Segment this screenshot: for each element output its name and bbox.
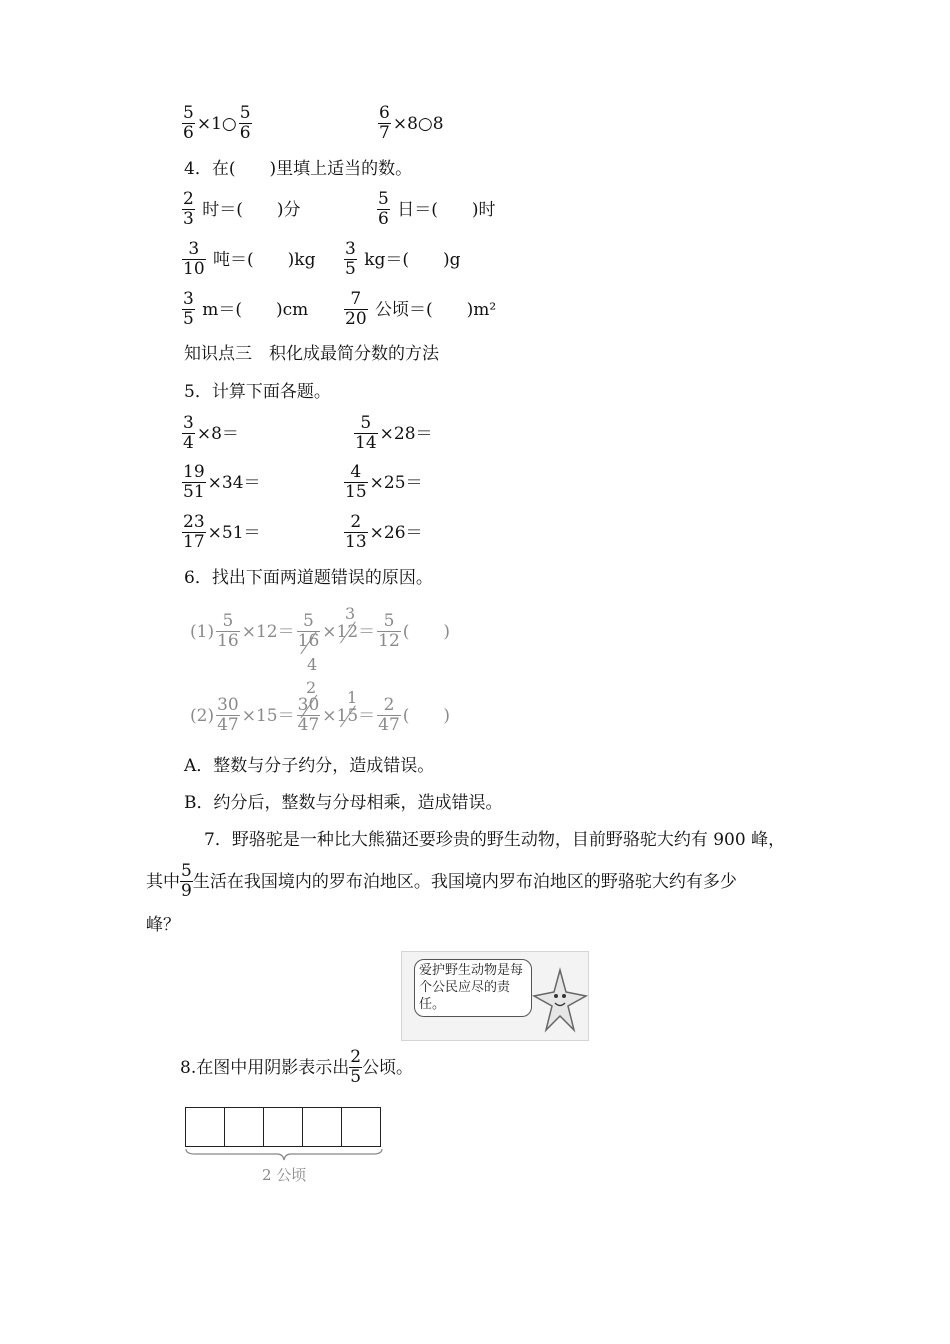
q4-item-6: $\frac{7}{20}$ 公顷＝( )m²: [345, 289, 497, 329]
speech-bubble: 爱护野生动物是每个公民应尽的责任。: [414, 959, 532, 1017]
q4-item-2: $\frac{5}{6}$ 日＝( )时: [378, 189, 496, 229]
q6-problem-2: (2) $\frac{30}{47}$ ×15＝ $\frac{30}{47}$ ×15＝ $\frac{2}{47}$ ( ): [190, 695, 451, 735]
hectare-bar: [185, 1107, 381, 1147]
q6-p2-cancel-top-2: 1: [347, 688, 358, 707]
q6-p2-cancel-top: 2: [306, 678, 317, 697]
q6-title: 6．找出下面两道题错误的原因。: [184, 568, 433, 588]
q5-item-2: $\frac{5}{14}$ ×28＝: [355, 413, 433, 453]
q4-item-4: $\frac{3}{5}$ kg＝( )g: [345, 239, 461, 279]
q6-problem-1: (1) $\frac{5}{16}$ ×12＝ $\frac{5}{16}$ ×12＝ $\frac{5}{12}$ ( ): [190, 611, 451, 651]
bar-cell[interactable]: [186, 1108, 225, 1146]
brace-icon: [185, 1148, 383, 1162]
compare-item-a: $\frac{5}{6}$ ×1○ $\frac{5}{6}$: [183, 103, 251, 143]
bar-cell[interactable]: [264, 1108, 303, 1146]
bar-cell[interactable]: [303, 1108, 342, 1146]
section-heading: 知识点三 积化成最简分数的方法: [184, 344, 439, 364]
bar-cell[interactable]: [342, 1108, 380, 1146]
star-mascot-icon: [530, 966, 590, 1036]
q5-title: 5．计算下面各题。: [184, 382, 331, 402]
q4-item-5: $\frac{3}{5}$ m＝( )cm: [183, 289, 309, 329]
q4-title: 4．在( )里填上适当的数。: [184, 159, 413, 179]
q6-p1-cancel-bottom: 4: [307, 655, 318, 674]
q8-title: 8.在图中用阴影表示出 $\frac{2}{5}$ 公顷。: [180, 1047, 414, 1087]
q7-line-3: 峰？: [146, 915, 180, 935]
q6-option-a: A．整数与分子约分，造成错误。: [184, 756, 435, 776]
compare-item-b: $\frac{6}{7}$ ×8○8: [379, 103, 444, 143]
q7-line-2: 其中 $\frac{5}{9}$ 生活在我国境内的罗布泊地区。我国境内罗布泊地区的野骆驼大约有多少: [146, 861, 737, 901]
cartoon-illustration: [401, 951, 589, 1041]
q5-item-3: $\frac{19}{51}$ ×34＝: [183, 462, 261, 502]
bar-caption: 2 公顷: [262, 1166, 307, 1184]
q5-item-5: $\frac{23}{17}$ ×51＝: [183, 512, 261, 552]
q5-item-1: $\frac{3}{4}$ ×8＝: [183, 413, 239, 453]
q7-line-1: 7．野骆驼是一种比大熊猫还要珍贵的野生动物，目前野骆驼大约有 900 峰，: [204, 830, 786, 850]
q5-item-6: $\frac{2}{13}$ ×26＝: [345, 512, 423, 552]
bar-cell[interactable]: [225, 1108, 264, 1146]
q5-item-4: $\frac{4}{15}$ ×25＝: [345, 462, 423, 502]
compare-circle: ○: [221, 113, 237, 134]
q4-item-3: $\frac{3}{10}$ 吨＝( )kg: [183, 239, 316, 279]
q6-p1-cancel-top: 3: [345, 604, 356, 623]
q4-item-1: $\frac{2}{3}$ 时＝( )分: [183, 189, 301, 229]
q6-option-b: B．约分后，整数与分母相乘，造成错误。: [184, 793, 503, 813]
